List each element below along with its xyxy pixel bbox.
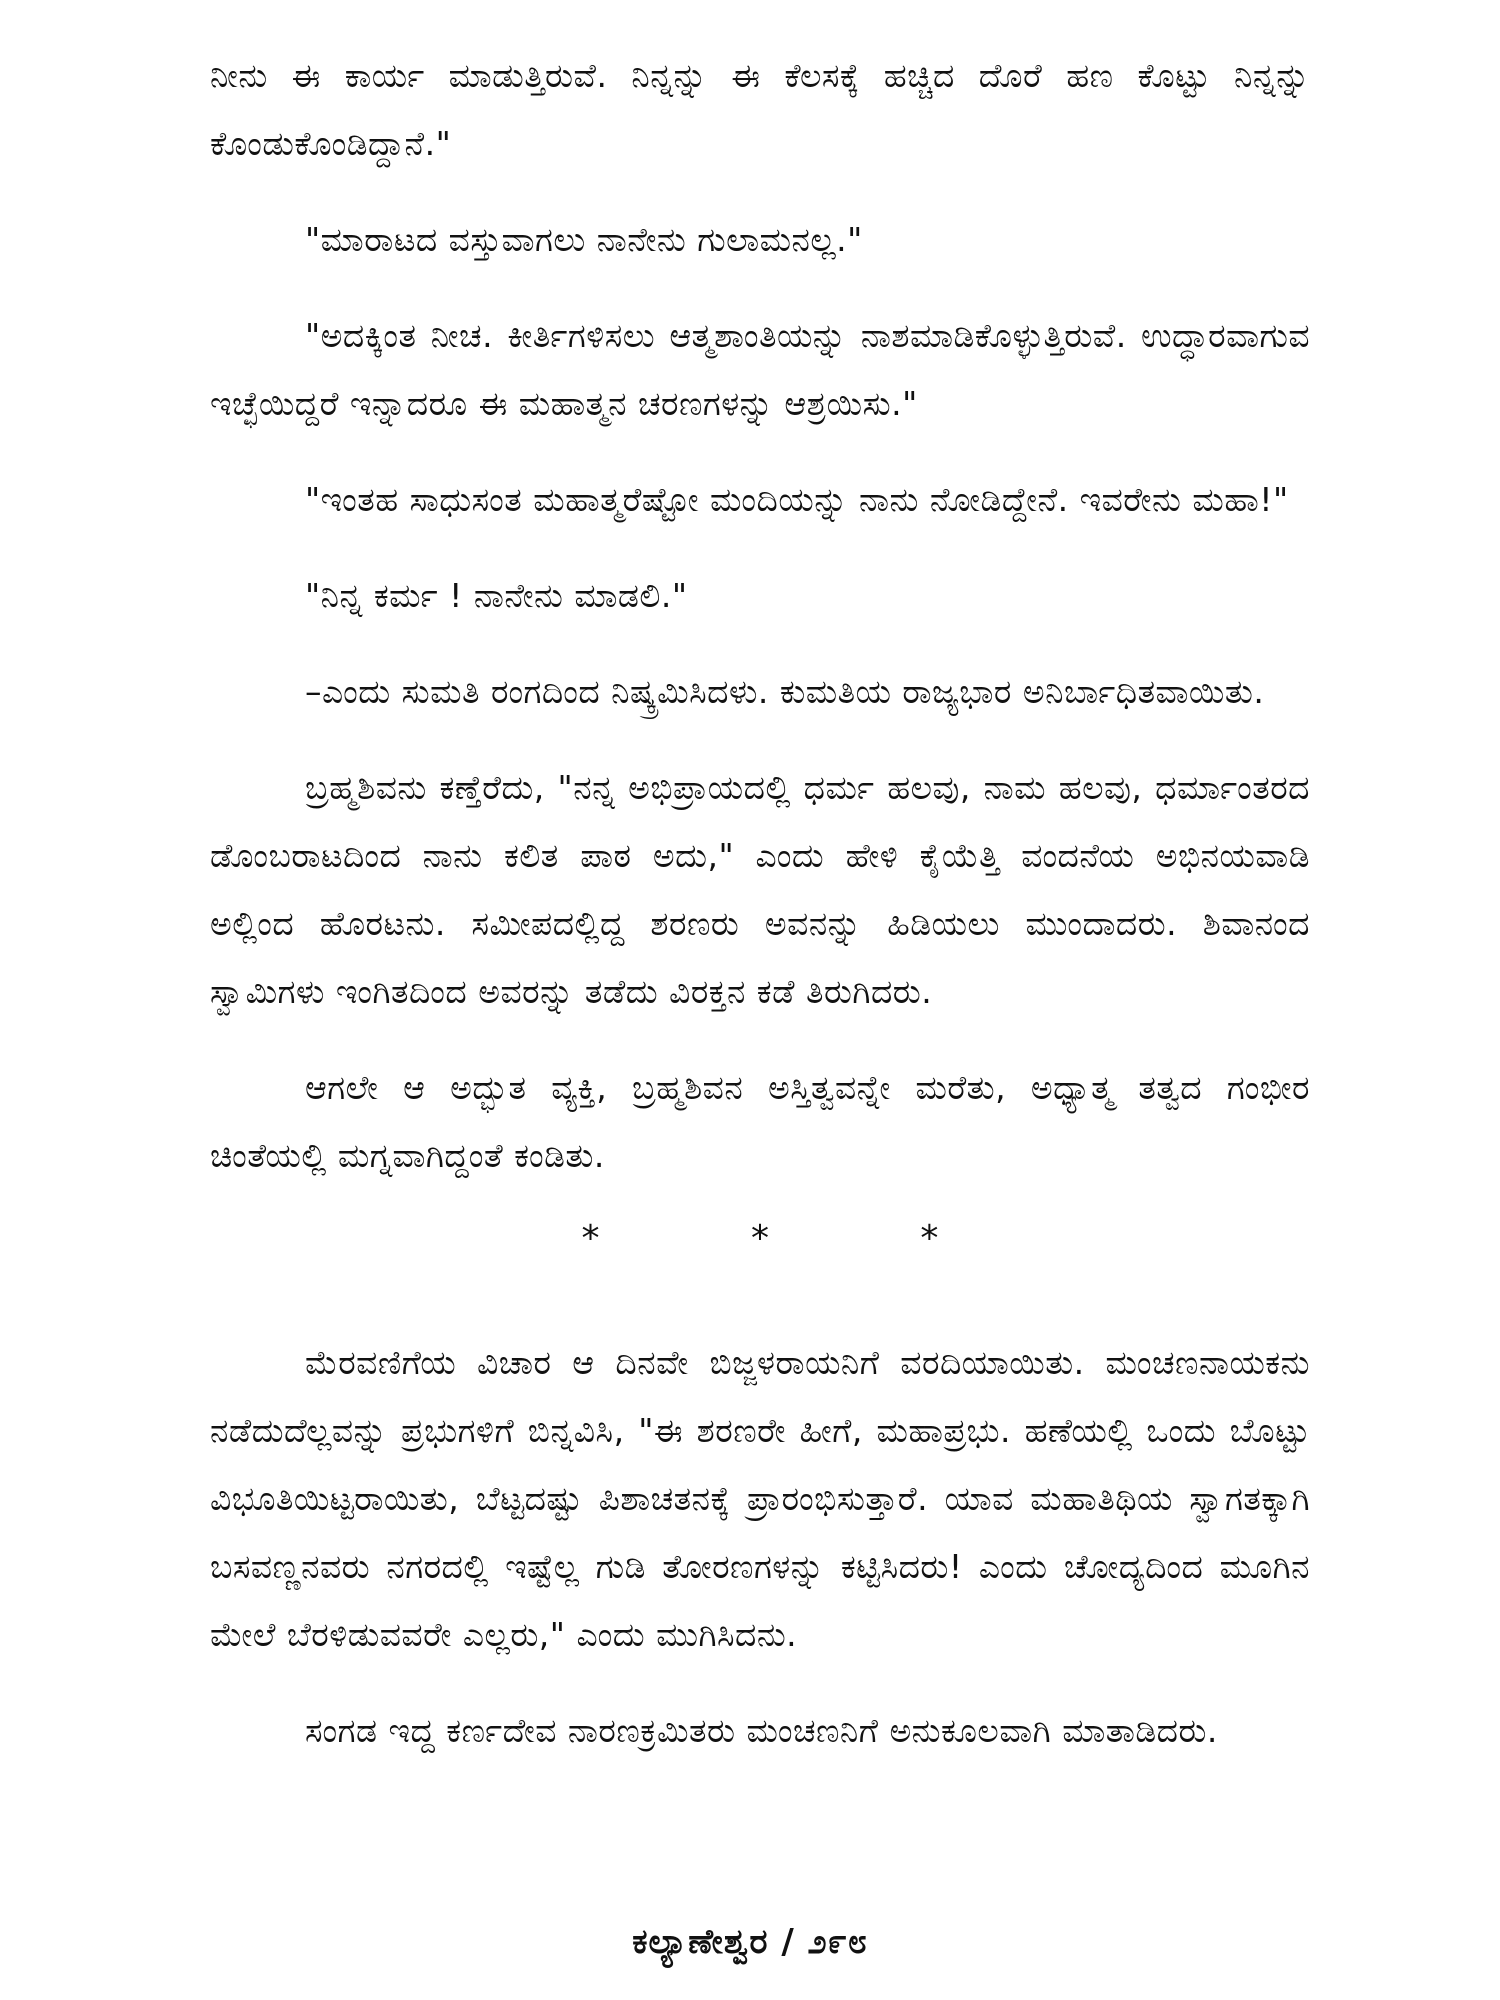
section-divider: * * * <box>581 1218 1009 1259</box>
paragraph: ಮೆರವಣಿಗೆಯ ವಿಚಾರ ಆ ದಿನವೇ ಬಿಜ್ಜಳರಾಯನಿಗೆ ವರದಿಯಾಯಿತು. ಮಂಚಣನಾಯಕನು ನಡೆದುದೆಲ್ಲವನ್ನು ಪ್ರಭುಗಳಿಗೆ ಬಿನ್ನವಿಸಿ, "ಈ ಶರಣರೇ ಹೀಗೆ, ಮಹಾಪ್ರಭು. ಹಣೆಯಲ್ಲಿ ಒಂದು ಬೊಟ್ಟು ವಿಭೂತಿಯಿಟ್ಟರಾಯಿತು, ಬೆಟ್ಟದಷ್ಟು ಪಿಶಾಚತನಕ್ಕೆ ಪ್ರಾರಂಭಿಸುತ್ತಾರೆ. ಯಾವ ಮಹಾತಿಥಿಯ ಸ್ವಾಗತಕ್ಕಾಗಿ ಬಸವಣ್ಣನವರು ನಗರದಲ್ಲಿ ಇಷ್ಟೆಲ್ಲ ಗುಡಿ ತೋರಣಗಳನ್ನು ಕಟ್ಟಿಸಿದರು! ಎಂದು ಚೋದ್ಯದಿಂದ ಮೂಗಿನ ಮೇಲೆ ಬೆರಳಿಡುವವರೇ ಎಲ್ಲರು," ಎಂದು ಮುಗಿಸಿದನು. <box>210 1343 1310 1654</box>
page-body <box>210 42 1310 1793</box>
page-footer: ಕಲ್ಯಾಣೇಶ್ವರ / ೨೯೮ <box>632 1922 868 1962</box>
paragraph: "ಇಂತಹ ಸಾಧುಸಂತ ಮಹಾತ್ಮರೆಷ್ಟೋ ಮಂದಿಯನ್ನು ನಾನು ನೋಡಿದ್ದೇನೆ. ಇವರೇನು ಮಹಾ!" <box>305 480 1289 519</box>
paragraph: ಸಂಗಡ ಇದ್ದ ಕರ್ಣದೇವ ನಾರಣಕ್ರಮಿತರು ಮಂಚಣನಿಗೆ ಅನುಕೂಲವಾಗಿ ಮಾತಾಡಿದರು. <box>305 1711 1218 1750</box>
paragraph: "ನಿನ್ನ ಕರ್ಮ ! ನಾನೇನು ಮಾಡಲಿ." <box>305 576 688 615</box>
paragraph: "ಅದಕ್ಕಿಂತ ನೀಚ. ಕೀರ್ತಿಗಳಿಸಲು ಆತ್ಮಶಾಂತಿಯನ್ನು ನಾಶಮಾಡಿಕೊಳ್ಳುತ್ತಿರುವೆ. ಉದ್ಧಾರವಾಗುವ ಇಚ್ಛೆಯಿದ್ದರೆ ಇನ್ನಾದರೂ ಈ ಮಹಾತ್ಮನ ಚರಣಗಳನ್ನು ಆಶ್ರಯಿಸು." <box>210 316 1310 423</box>
paragraph: ಬ್ರಹ್ಮಶಿವನು ಕಣ್ತೆರೆದು, "ನನ್ನ ಅಭಿಪ್ರಾಯದಲ್ಲಿ ಧರ್ಮ ಹಲವು, ನಾಮ ಹಲವು, ಧರ್ಮಾಂತರದ ಡೊಂಬರಾಟದಿಂದ ನಾನು ಕಲಿತ ಪಾಠ ಅದು," ಎಂದು ಹೇಳಿ ಕೈಯೆತ್ತಿ ವಂದನೆಯ ಅಭಿನಯವಾಡಿ ಅಲ್ಲಿಂದ ಹೊರಟನು. ಸಮೀಪದಲ್ಲಿದ್ದ ಶರಣರು ಅವನನ್ನು ಹಿಡಿಯಲು ಮುಂದಾದರು. ಶಿವಾನಂದ ಸ್ವಾಮಿಗಳು ಇಂಗಿತದಿಂದ ಅವರನ್ನು ತಡೆದು ವಿರಕ್ತನ ಕಡೆ ತಿರುಗಿದರು. <box>210 768 1310 1011</box>
paragraph: ನೀನು ಈ ಕಾರ್ಯ ಮಾಡುತ್ತಿರುವೆ. ನಿನ್ನನ್ನು ಈ ಕೆಲಸಕ್ಕೆ ಹಚ್ಚಿದ ದೊರೆ ಹಣ ಕೊಟ್ಟು ನಿನ್ನನ್ನು ಕೊಂಡುಕೊಂಡಿದ್ದಾನೆ." <box>210 56 1310 163</box>
paragraph: ಆಗಲೇ ಆ ಅದ್ಭುತ ವ್ಯಕ್ತಿ, ಬ್ರಹ್ಮಶಿವನ ಅಸ್ತಿತ್ವವನ್ನೇ ಮರೆತು, ಅಧ್ಯಾತ್ಮ ತತ್ವದ ಗಂಭೀರ ಚಿಂತೆಯಲ್ಲಿ ಮಗ್ನವಾಗಿದ್ದಂತೆ ಕಂಡಿತು. <box>210 1068 1310 1175</box>
paragraph: –ಎಂದು ಸುಮತಿ ರಂಗದಿಂದ ನಿಷ್ಕ್ರಮಿಸಿದಳು. ಕುಮತಿಯ ರಾಜ್ಯಭಾರ ಅನಿರ್ಬಾಧಿತವಾಯಿತು. <box>305 672 1265 711</box>
paragraph: "ಮಾರಾಟದ ವಸ್ತುವಾಗಲು ನಾನೇನು ಗುಲಾಮನಲ್ಲ." <box>305 220 863 259</box>
